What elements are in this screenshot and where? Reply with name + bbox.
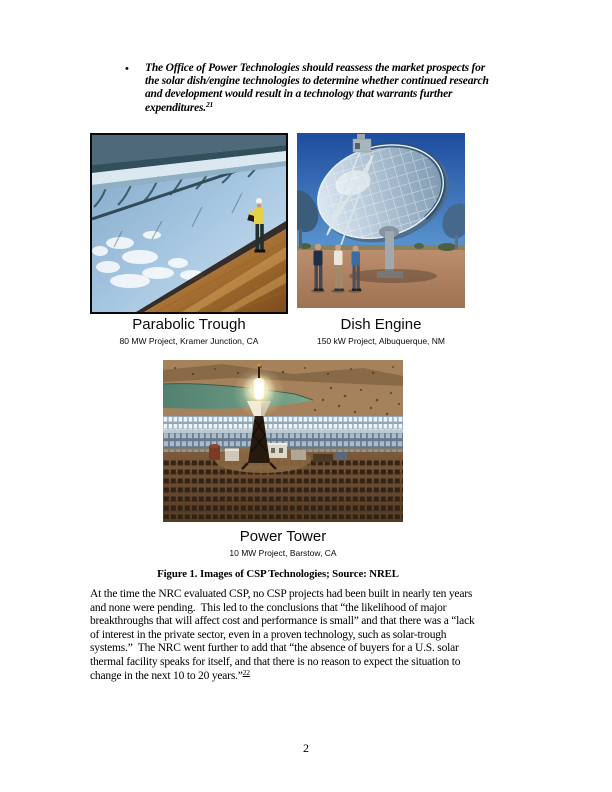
parabolic-trough-caption: [90, 316, 288, 346]
bullet-text: [145, 62, 525, 115]
bullet-item: [125, 62, 525, 115]
text-line-fragment: change in the next 10 to 20 years.”: [90, 669, 243, 682]
photo-subtitle: 10 MW Project, Barstow, CA: [229, 548, 337, 558]
power-tower-caption: [163, 528, 403, 558]
text-line: At the time the NRC evaluated CSP, no CSP projects had been built in nearly ten years: [90, 588, 473, 600]
text-line: of interest in the private sector, even in a proven technology, such as solar-trough: [90, 628, 447, 641]
power-tower-photo: [163, 360, 403, 522]
power-tower-illustration: [163, 360, 403, 522]
text-line-fragment: expenditures.: [145, 101, 206, 114]
text-line: breakthroughs that will affect cost and performance is small” and that there was a “lack: [90, 615, 475, 628]
parabolic-trough-illustration: [92, 135, 286, 312]
figure-caption: Figure 1. Images of CSP Technologies; Source: NREL: [157, 568, 399, 580]
footnote-ref-22[interactable]: 22: [242, 667, 250, 677]
text-line: and none were pending. This led to the conclusions that “the likelihood of major: [90, 601, 447, 614]
dish-engine-illustration: [297, 133, 465, 308]
photo-subtitle: 150 kW Project, Albuquerque, NM: [316, 336, 446, 346]
text-line: [145, 99, 525, 115]
text-line: thermal facility speaks for itself, and that there is no reason to expect the situation to: [90, 655, 461, 668]
text-line: the solar dish/engine technologies to determine whether continued research: [145, 75, 489, 88]
bullet-marker: •: [125, 63, 129, 75]
text-line: [90, 667, 530, 684]
page-number: 2: [303, 741, 309, 755]
footnote-ref-21[interactable]: 21: [205, 99, 214, 109]
text-line: The Office of Power Technologies should reassess the market prospects for: [145, 62, 485, 74]
photo-title: Dish Engine: [340, 316, 422, 333]
body-paragraph: [90, 588, 530, 683]
text-line: and development would result in a technology that warrants further: [145, 88, 453, 101]
dish-engine-caption: [297, 316, 465, 346]
photo-title: Power Tower: [239, 528, 327, 545]
dish-engine-photo: [297, 133, 465, 308]
parabolic-trough-photo: [90, 133, 288, 314]
text-line: systems.” The NRC went further to add that “the absence of buyers for a U.S. solar: [90, 642, 459, 655]
photo-subtitle: 80 MW Project, Kramer Junction, CA: [119, 336, 259, 346]
photo-title: Parabolic Trough: [132, 316, 246, 333]
